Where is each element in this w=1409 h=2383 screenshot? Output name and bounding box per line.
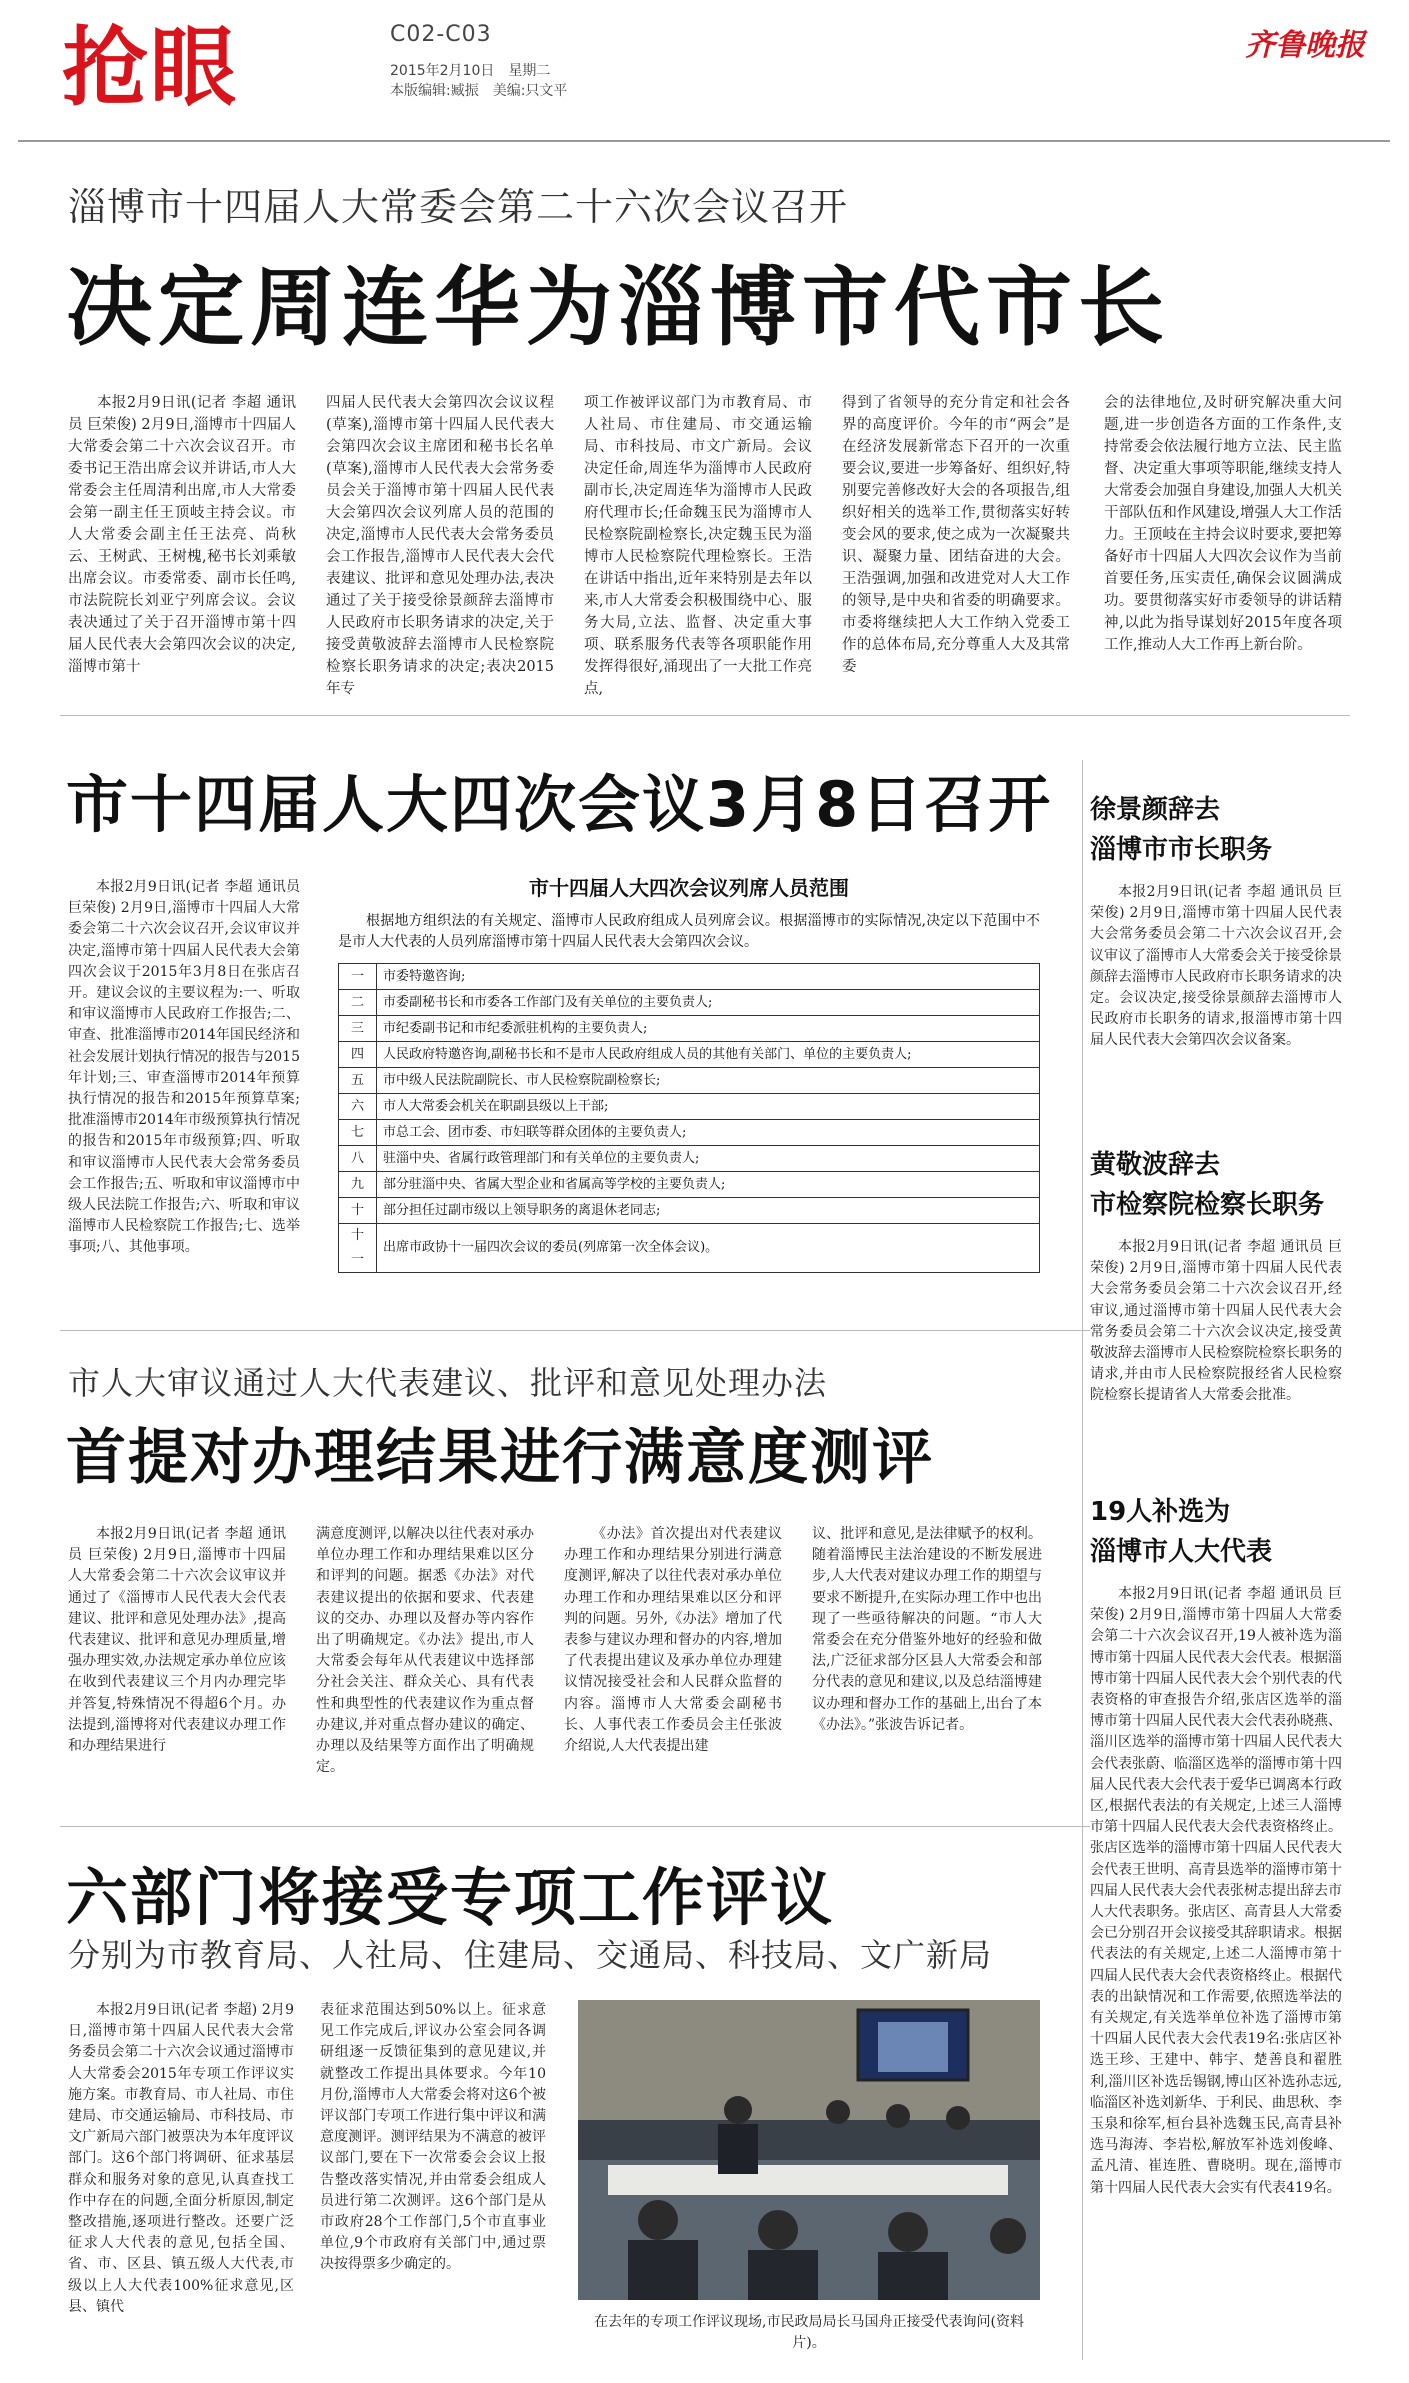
story3-col-2: 满意度测评,以解决以往代表对承办单位办理工作和办理结果难以区分和评判的问题。据悉《办法》对代表建议提出的依据和要求、代表建议的交办、办理以及督办等内容作出了明确规定。《办法》提出,市人大常委会每年从代表建议中选择部分社会关注、群众关心、具有代表性和典型性的代表建议作为重点督办建议,并对重点督办建议的确定、办理以及结果等方面作出了明确规定。 [316,1526,534,1776]
masthead-divider [18,140,1390,142]
story3-divider [60,1826,1090,1827]
story4-headline: 六部门将接受专项工作评议 [66,1861,835,1934]
masthead-title: 抢眼 [62,18,238,118]
story1-col-1: 本报2月9日讯(记者 李超 通讯员 巨荣俊) 2月9日,淄博市十四届人大常委会第二十六次会议召开。市委书记王浩出席会议并讲话,市人大常委会主任周清利出席,市人大常委会第一副主任王顶岐主持会议。市人大常委会副主任王法亮、尚秋云、王树武、王树槐,秘书长刘乘敏出席会议。市委常委、副市长任鸣,市法院院长刘亚宁列席会议。会议表决通过了关于召开淄博市第十四届人民代表大会第四次会议的决定,淄博市第十 [68,395,296,675]
table-row: 一 市委特邀咨询; [339,964,1040,990]
side-item-3 [1090,1492,1342,2366]
side-2-text: 本报2月9日讯(记者 李超 通讯员 巨荣俊) 2月9日,淄博市第十四届人民代表大会常务委员会第二十六次会议召开,经审议,通过淄博市第十四届人民代表大会常务委员会第二十六次会议决定,接受黄敬波辞去淄博市人民检察院检察长职务的请求,并由市人民检察院报经省人民检察院检察长提请省人大常委会批准。 [1090,1239,1342,1404]
story1-col-3: 项工作被评议部门为市教育局、市人社局、市住建局、市交通运输局、市科技局、市文广新局。会议决定任命,周连华为淄博市人民政府副市长,决定周连华为淄博市人民政府代理市长;任命魏玉民为淄博市人民检察院副检察长,决定魏玉民为淄博市人民检察院代理检察长。王浩在讲话中指出,近年来特别是去年以来,市人大常委会积极围绕中心、服务大局,立法、监督、决定重大事项、联系服务代表等各项职能作用发挥得很好,涌现出了一大批工作亮点, [584,395,812,697]
story1-col-2: 四届人民代表大会第四次会议议程(草案),淄博市第十四届人民代表大会第四次会议主席团和秘书长名单(草案),淄博市人民代表大会常务委员会关于淄博市第十四届人民代表大会第四次会议列席人员的范围的决定,淄博市人民代表大会常务委员会工作报告,淄博市人民代表大会代表建议、批评和意见处理办法,表决通过了关于接受徐景颜辞去淄博市人民政府市长职务请求的决定,关于接受黄敬波辞去淄博市人民检察院检察长职务请求的决定;表决2015年专 [326,395,554,697]
side-3-heading-1: 19人补选为 [1090,1497,1231,1527]
story1-divider [60,715,1350,716]
story3-col-4: 议、批评和意见,是法律赋予的权利。随着淄博民主法治建设的不断发展进步,人大代表对建议办理工作的期望与要求不断提升,在实际办理工作中也出现了一些亟待解决的问题。“市人大常委会在充分借鉴外地好的经验和做法,广泛征求部分区县人大常委会和部分代表的意见和建议,以及总结淄博建议办理和督办工作的基础上,出台了本《办法》。”张波告诉记者。 [812,1526,1042,1733]
table-row: 八 驻淄中央、省属行政管理部门和有关单位的主要负责人; [339,1146,1040,1172]
story3-col-3: 《办法》首次提出对代表建议办理工作和办理结果分别进行满意度测评,解决了以往代表对承办单位办理工作和办理结果难以区分和评判的问题。另外,《办法》增加了代表参与建议办理和督办的内容,增加了代表提出建议及承办单位办理建议情况接受社会和人民群众监督的内容。淄博市人大常委会副秘书长、人事代表工作委员会主任张波介绍说,人大代表提出建 [564,1526,782,1755]
story2-headline: 市十四届人大四次会议3月8日召开 [66,768,1053,841]
photo-caption: 在去年的专项工作评议现场,市民政局局长马国舟正接受代表询问(资料片)。 [594,2314,1024,2351]
table-row: 四 人民政府特邀咨询,副秘书长和不是市人民政府组成人员的其他有关部门、单位的主要负责人; [339,1042,1040,1068]
table-row: 二 市委副秘书长和市委各工作部门及有关单位的主要负责人; [339,990,1040,1016]
side-item-2 [1090,1145,1342,1451]
story4-col-2: 表征求范围达到50%以上。征求意见工作完成后,评议办公室会同各调研组逐一反馈征集到的意见建议,并就整改工作提出具体要求。今年10月份,淄博市人大常委会将对这6个被评议部门专项工作进行集中评议和满意度测评。测评结果为不满意的被评议部门,要在下一次常委会会议上报告整改落实情况,并由常委会组成人员进行第二次测评。这6个部门是从市政府28个工作部门,5个市直事业单位,9个市政府有关部门中,通过票决按得票多少确定的。 [320,2002,546,2273]
table-row: 十 部分担任过副市级以上领导职务的离退休老同志; [339,1198,1040,1224]
sidebar-divider [1082,760,1083,2360]
meeting-photo-image [578,2000,1040,2300]
table-row: 六 市人大常委会机关在职副县级以上干部; [339,1094,1040,1120]
issue-date: 2015年2月10日 星期二 [390,63,551,79]
newspaper-logo: 齐鲁晚报 [1245,28,1365,63]
table-intro: 根据地方组织法的有关规定、淄博市人民政府组成人员列席会议。根据淄博市的实际情况,决定以下范围中不是市人大代表的人员列席淄博市第十四届人民代表大会第四次会议。 [338,913,1040,950]
table-title: 市十四届人大四次会议列席人员范围 [529,876,849,900]
table-row: 九 部分驻淄中央、省属大型企业和省属高等学校的主要负责人; [339,1172,1040,1198]
story3-kicker: 市人大审议通过人大代表建议、批评和意见处理办法 [68,1364,828,1402]
story4-kicker: 分别为市教育局、人社局、住建局、交通局、科技局、文广新局 [68,1936,993,1974]
story3-col-1: 本报2月9日讯(记者 李超 通讯员 巨荣俊) 2月9日,淄博市十四届人大常委会第二十六次会议审议并通过了《淄博市人民代表大会代表建议、批评和意见处理办法》,提高代表建议、批评和意见办理质量,增强办理实效,办法规定承办单位应该在收到代表建议三个月内办理完毕并答复,特殊情况不得超6个月。办法提到,淄博将对代表建议办理工作和办理结果进行 [68,1526,286,1755]
attendees-table [338,963,1040,1273]
story3-headline: 首提对办理结果进行满意度测评 [66,1423,934,1493]
table-row: 五 市中级人民法院副院长、市人民检察院副检察长; [339,1068,1040,1094]
story1-col-5: 会的法律地位,及时研究解决重大问题,进一步创造各方面的工作条件,支持常委会依法履行地方立法、民主监督、决定重大事项等职能,继续支持人大常委会加强自身建设,加强人大机关干部队伍和作风建设,增强人大工作活力。王顶岐在主持会议时要求,要把筹备好市十四届人大四次会议作为当前首要任务,压实责任,确保会议圆满成功。要贯彻落实好市委领导的讲话精神,以此为指导谋划好2015年度各项工作,推动人大工作再上新台阶。 [1104,395,1342,653]
side-3-heading-2: 淄博市人大代表 [1090,1537,1273,1567]
meeting-photo [578,2000,1040,2300]
story1-headline: 决定周连华为淄博市代市长 [66,258,1170,358]
attendees-box [338,872,1040,1273]
table-row: 七 市总工会、团市委、市妇联等群众团体的主要负责人; [339,1120,1040,1146]
side-1-text: 本报2月9日讯(记者 李超 通讯员 巨荣俊) 2月9日,淄博市第十四届人民代表大会常务委员会第二十六次会议召开,会议审议了淄博市人大常委会关于接受徐景颜辞去淄博市人民政府市长职务请求的决定。会议决定,接受徐景颜辞去淄博市人民政府市长职务的请求,报淄博市第十四届人民代表大会第四次会议备案。 [1090,884,1342,1049]
story2-divider [60,1330,1090,1331]
story2-text: 本报2月9日讯(记者 李超 通讯员 巨荣俊) 2月9日,淄博市十四届人大常委会第二十六次会议召开,会议审议并决定,淄博市第十四届人民代表大会第四次会议于2015年3月8日在张店召开。建议会议的主要议程为:一、听取和审议淄博市人民政府工作报告;二、审查、批准淄博市2014年国民经济和社会发展计划执行情况的报告与2015年计划;三、审查淄博市2014年预算执行情况的报告和2015年预算草案;批准淄博市2014年市级预算执行情况的报告和2015年市级预算;四、听取和审议淄博市人民代表大会常务委员会工作报告;五、听取和审议淄博市中级人民法院工作报告;六、听取和审议淄博市人民检察院工作报告;七、选举事项;八、其他事项。 [68,879,300,1256]
side-1-heading-1: 徐景颜辞去 [1090,795,1221,825]
story4-col-1: 本报2月9日讯(记者 李超) 2月9日,淄博市第十四届人民代表大会常务委员会第二十六次会议通过淄博市人大常委会2015年专项工作评议实施方案。市教育局、市人社局、市住建局、市交通运输局、市科技局、市文广新局六部门被票决为本年度评议部门。这6个部门将调研、征求基层群众和服务对象的意见,认真查找工作中存在的问题,全面分析原因,制定整改措施,逐项进行整改。还要广泛征求人大代表的意见,包括全国、省、市、区县、镇五级人大代表,市级以上人大代表100%征求意见,区县、镇代 [68,2002,294,2315]
side-3-text: 本报2月9日讯(记者 李超 通讯员 巨荣俊) 2月9日,淄博市第十四届人大常委会第二十六次会议召开,19人被补选为淄博市第十四届人民代表大会代表。根据淄博市第十四届人民代表大会个别代表的代表资格的审查报告介绍,张店区选举的淄博市第十四届人民代表大会代表孙晓燕、淄川区选举的淄博市第十四届人民代表大会代表张蔚、临淄区选举的淄博市第十四届人民代表大会代表于爱华已调离本行政区,根据代表法的有关规定,上述三人淄博市第十四届人民代表大会代表资格终止。张店区选举的淄博市第十四届人民代表大会代表王世明、高青县选举的淄博市第十四届人民代表大会代表张树志提出辞去市人大代表职务。张店区、高青县人大常委会已分别召开会议接受其辞职请求。根据代表法的有关规定,上述二人淄博市第十四届人民代表大会代表资格终止。根据代表的出缺情况和工作需要,依照选举法的有关规定,有关选举单位补选了淄博市第十四届人民代表大会代表19名:张店区补选王珍、王建中、韩宇、楚善良和翟胜利,淄川区补选岳锡钢,博山区补选孙志远,临淄区补选刘新华、于利民、曲思秋、李玉泉和徐军,桓台县补选魏玉民,高青县补选马海涛、李岩松,解放军补选刘俊峰、孟凡清、崔连胜、曹晓明。现在,淄博市第十四届人民代表大会实有代表419名。 [1090,1586,1342,2196]
side-2-heading-1: 黄敬波辞去 [1090,1150,1221,1180]
table-row: 十一 出席市政协十一届四次会议的委员(列席第一次全体会议)。 [339,1224,1040,1273]
table-row: 三 市纪委副书记和市纪委派驻机构的主要负责人; [339,1016,1040,1042]
editors: 本版编辑:臧振 美编:只文平 [390,83,568,99]
side-2-heading-2: 市检察院检察长职务 [1090,1190,1325,1220]
story1-col-4: 得到了省领导的充分肯定和社会各界的高度评价。今年的市“两会”是在经济发展新常态下召开的一次重要会议,要进一步筹备好、组织好,特别要完善修改好大会的各项报告,组织好相关的选举工作,贯彻落实好转变会风的要求,使之成为一次凝聚共识、凝聚力量、团结奋进的大会。王浩强调,加强和改进党对人大工作的领导,是中央和省委的明确要求。市委将继续把人大工作纳入党委工作的总体布局,充分尊重人大及其常委 [842,395,1070,675]
side-1-heading-2: 淄博市市长职务 [1090,835,1273,865]
side-item-1 [1090,790,1342,1092]
story1-kicker: 淄博市十四届人大常委会第二十六次会议召开 [68,185,849,229]
page-numbers: C02-C03 [390,22,492,47]
